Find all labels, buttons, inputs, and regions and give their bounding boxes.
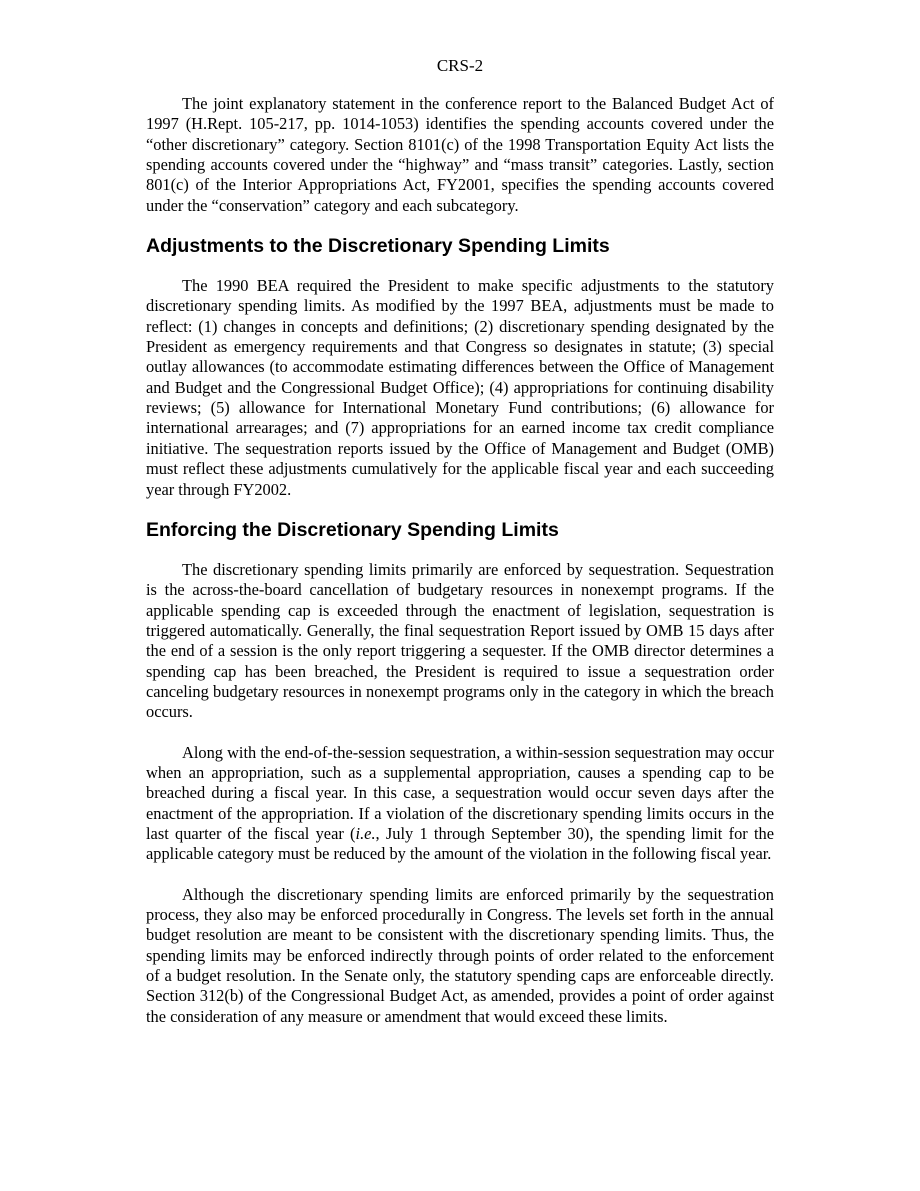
paragraph-adjustments: The 1990 BEA required the President to make specific adjustments to the statutory discretionary spending limits. As modified by the 1997 BEA, adjustments must be made to reflect: (1) changes in concepts and definitions; (2) discretionary spending designated by the President as emergency requirements and that Congress so designates in statute; (3) special outlay allowances (to accommodate estimating differences between the Office of Management and Budget and the Congressional Budget Office); (4) appropriations for continuing disability reviews; (5) allowance for International Monetary Fund contributions; (6) allowance for international arrearages; and (7) appropriations for an earned income tax credit compliance initiative. The sequestration reports issued by the Office of Management and Budget (OMB) must reflect these adjustments cumulatively for the applicable fiscal year and each succeeding year through FY2002. — [146, 276, 774, 499]
within-session-italic-ie: i.e. — [355, 823, 376, 843]
within-session-text-end: , July 1 through September 30), the spending limit for the applicable category must be reduced by the amount of the violation in the following fiscal year. — [146, 823, 774, 864]
section-heading-enforcing: Enforcing the Discretionary Spending Limits — [146, 518, 559, 541]
within-session-text-start: Along with the end-of-the-session sequestration, a within-session sequestration may occur when an appropriation, such as a supplemental appropriation, causes a spending cap to be breached during a fiscal year. In this case, a sequestration would occur seven days after the enactment of the appropriation. If a violation of the discretionary spending limits occurs in the last quarter of the fiscal year ( — [146, 742, 774, 843]
page-number-header: CRS-2 — [436, 56, 484, 75]
paragraph-procedural-enforcement: Although the discretionary spending limits are enforced primarily by the sequestration process, they also may be enforced procedurally in Congress. The levels set forth in the annual budget resolution are meant to be consistent with the discretionary spending limits. Thus, the spending limits may be enforced indirectly through points of order related to the enforcement of a budget resolution. In the Senate only, the statutory spending caps are enforceable directly. Section 312(b) of the Congressional Budget Act, as amended, provides a point of order against the consideration of any measure or amendment that would exceed these limits. — [146, 884, 774, 1026]
section-heading-adjustments: Adjustments to the Discretionary Spending Limits — [146, 235, 610, 258]
paragraph-sequestration — [146, 560, 774, 723]
document-body — [146, 94, 774, 1027]
paragraph-sequestration-text: The discretionary spending limits primarily are enforced by sequestration. Sequestration is the across-the-board cancellation of budgetary resources in nonexempt programs. If the applicable spending cap is exceeded through the enactment of legislation, sequestration is triggered automatically. Generally, the final sequestration Report issued by OMB 15 days after the end of a session is the only report triggering a sequester. If the OMB director determines a spending cap has been breached, the President is required to issue a sequestration order canceling budgetary resources in nonexempt programs only in the category in which the breach occurs. — [146, 559, 774, 722]
paragraph-explanatory-statement: The joint explanatory statement in the conference report to the Balanced Budget Act of 1997 (H.Rept. 105-217, pp. 1014-1053) identifies the spending accounts covered under the “other discretionary” category. Section 8101(c) of the 1998 Transportation Equity Act lists the spending accounts covered under the “highway” and “mass transit” categories. Lastly, section 801(c) of the Interior Appropriations Act, FY2001, specifies the spending accounts covered under the “conservation” category and each subcategory. — [146, 94, 774, 215]
paragraph-within-session — [146, 743, 774, 865]
